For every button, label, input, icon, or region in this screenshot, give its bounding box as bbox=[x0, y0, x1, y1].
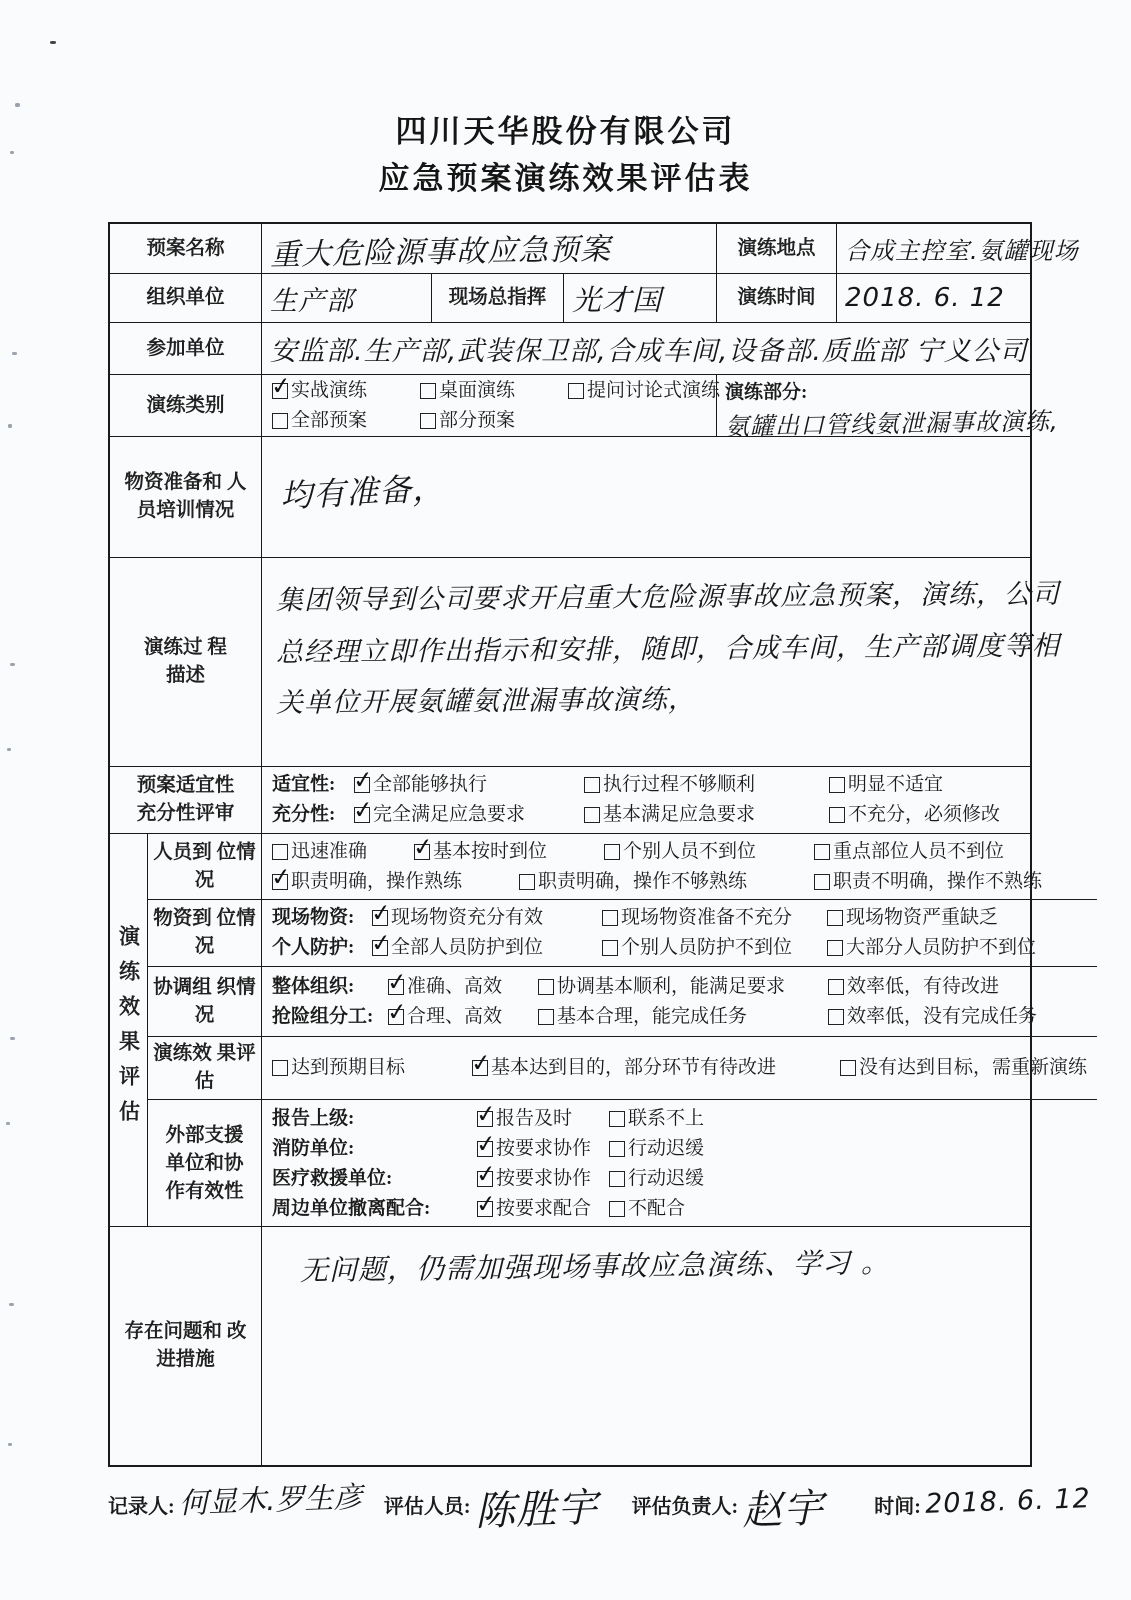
checkbox-icon bbox=[584, 777, 600, 793]
scan-speck bbox=[10, 1037, 15, 1040]
checkbox-icon bbox=[584, 807, 600, 823]
row-plan-name bbox=[110, 224, 1079, 274]
drill-location-value-cell bbox=[837, 224, 1087, 273]
checkbox-icon bbox=[602, 910, 618, 926]
row-process bbox=[110, 558, 1061, 767]
neighbor-evac-prefix: 周边单位撤离配合: bbox=[272, 1197, 431, 1219]
checkbox-icon bbox=[472, 1060, 488, 1076]
checkbox-icon bbox=[477, 1201, 493, 1217]
fire-unit-prefix: 消防单位: bbox=[272, 1137, 355, 1159]
checkbox-icon bbox=[420, 413, 436, 429]
footer-time-handwriting: 2018. 6. 12 bbox=[924, 1483, 1092, 1520]
coordination-label: 协调组 织情况 bbox=[148, 967, 262, 1036]
supplies-label: 物资到 位情况 bbox=[148, 900, 262, 966]
subrow-coordination bbox=[148, 967, 1097, 1037]
option-ppe-few-missing: 个别人员防护不到位 bbox=[602, 933, 827, 963]
subrow-personnel bbox=[148, 834, 1097, 900]
option-goal-basically-reached: ✓ 基本达到目的，部分环节有待改进 bbox=[472, 1053, 840, 1083]
effect-group-vertical-label: 演练效果评估 bbox=[116, 925, 141, 1135]
checkbox-icon bbox=[814, 844, 830, 860]
scan-speck bbox=[10, 663, 15, 666]
option-key-absent: 重点部位人员不到位 bbox=[814, 837, 1004, 867]
commander-handwriting: 光才国 bbox=[572, 282, 663, 317]
option-medical-cooperates: ✓ 按要求协作 bbox=[477, 1164, 609, 1194]
suitability-options-cell bbox=[262, 767, 1030, 833]
external-label: 外部支援 单位和协 作有效性 bbox=[148, 1100, 262, 1227]
drill-location-label: 演练地点 bbox=[717, 224, 837, 273]
scan-speck bbox=[12, 352, 17, 355]
subrow-effect-eval bbox=[148, 1037, 1097, 1100]
plan-name-value-cell bbox=[262, 224, 717, 273]
option-duties-clear-unskilled: 职责明确，操作不够熟练 bbox=[519, 867, 814, 897]
form-title-block bbox=[0, 108, 1131, 202]
overall-org-prefix: 整体组织: bbox=[272, 975, 355, 997]
medical-unit-prefix: 医疗救援单位: bbox=[272, 1167, 393, 1189]
participants-label: 参加单位 bbox=[110, 323, 262, 374]
checkbox-icon bbox=[477, 1171, 493, 1187]
checkbox-icon bbox=[827, 940, 843, 956]
organizer-handwriting: 生产部 bbox=[270, 285, 354, 317]
scan-speck bbox=[15, 103, 20, 107]
organizer-label: 组织单位 bbox=[110, 274, 262, 322]
option-partial-plan: 部分预案 bbox=[420, 406, 515, 436]
option-low-efficiency-improve: 效率低，有待改进 bbox=[828, 972, 999, 1002]
drill-type-label: 演练类别 bbox=[110, 375, 262, 436]
assessor-signature: 陈胜宇 bbox=[473, 1484, 599, 1536]
option-fire-cooperates: ✓ 按要求协作 bbox=[477, 1134, 609, 1164]
suitability-prefix: 适宜性: bbox=[272, 774, 336, 795]
supplies-options-cell bbox=[262, 900, 1097, 966]
row-organizer bbox=[110, 274, 1030, 323]
checkbox-icon bbox=[840, 1060, 856, 1076]
process-handwriting-line3: 关单位开展氨罐氨泄漏事故演练， bbox=[275, 684, 697, 719]
option-duties-clear-skilled: ✓ 职责明确，操作熟练 bbox=[272, 867, 519, 897]
option-fully-executable: ✓ 全部能够执行 bbox=[354, 770, 584, 800]
checkbox-icon bbox=[609, 1141, 625, 1157]
personnel-label: 人员到 位情况 bbox=[148, 834, 262, 899]
eval-lead-signature: 赵宇 bbox=[741, 1485, 826, 1535]
option-goal-reached: 达到预期目标 bbox=[272, 1053, 472, 1083]
adequacy-prefix: 充分性: bbox=[272, 804, 336, 825]
checkbox-icon bbox=[519, 874, 535, 890]
footer-time-label: 时间: bbox=[874, 1496, 921, 1518]
process-value-cell bbox=[262, 558, 1074, 766]
drill-location-handwriting: 合成主控室.氨罐现场 bbox=[845, 237, 1079, 265]
checkbox-icon bbox=[538, 979, 554, 995]
option-report-timely: ✓ 报告及时 bbox=[477, 1104, 609, 1134]
checkbox-icon bbox=[602, 940, 618, 956]
checkbox-icon bbox=[609, 1201, 625, 1217]
signature-footer bbox=[108, 1478, 1092, 1536]
checkbox-icon bbox=[388, 979, 404, 995]
option-tabletop-drill: 桌面演练 bbox=[420, 376, 568, 406]
option-basically-reasonable: 基本合理，能完成任务 bbox=[538, 1002, 828, 1032]
checkbox-icon bbox=[814, 874, 830, 890]
materials-handwriting: 均有准备， bbox=[279, 468, 447, 516]
option-duties-unclear: 职责不明确，操作不熟练 bbox=[814, 867, 1042, 897]
checkbox-icon bbox=[272, 383, 288, 399]
effect-eval-options-cell bbox=[262, 1037, 1097, 1099]
materials-label: 物资准备和 人员培训情况 bbox=[110, 437, 262, 557]
checkbox-icon bbox=[272, 844, 288, 860]
checkbox-icon bbox=[372, 910, 388, 926]
suitability-label: 预案适宜性 充分性评审 bbox=[110, 767, 262, 833]
participants-handwriting: 安监部.生产部,武装保卫部,合成车间,设备部.质监部 宁义公司 bbox=[270, 336, 1028, 367]
option-on-time: ✓ 基本按时到位 bbox=[414, 837, 604, 867]
row-suitability bbox=[110, 767, 1030, 834]
checkbox-icon bbox=[609, 1171, 625, 1187]
checkbox-icon bbox=[604, 844, 620, 860]
option-basically-meets: 基本满足应急要求 bbox=[584, 800, 829, 830]
option-few-absent: 个别人员不到位 bbox=[604, 837, 814, 867]
scan-speck bbox=[50, 41, 56, 44]
effect-eval-label: 演练效 果评估 bbox=[148, 1037, 262, 1099]
row-participants bbox=[110, 323, 1030, 375]
drill-time-label: 演练时间 bbox=[717, 274, 837, 322]
rescue-team-prefix: 抢险组分工: bbox=[272, 1005, 374, 1027]
problems-label: 存在问题和 改进措施 bbox=[110, 1227, 262, 1465]
coordination-options-cell bbox=[262, 967, 1097, 1036]
drill-type-options-cell bbox=[262, 375, 721, 436]
scan-speck bbox=[9, 1303, 14, 1306]
checkbox-icon bbox=[272, 874, 288, 890]
evaluation-form-table bbox=[108, 222, 1088, 1467]
checkbox-icon bbox=[272, 1060, 288, 1076]
option-evac-uncooperative: 不配合 bbox=[609, 1194, 685, 1224]
option-rapid-accurate: 迅速准确 bbox=[272, 837, 414, 867]
checkbox-icon bbox=[372, 940, 388, 956]
option-full-plan: 全部预案 bbox=[272, 406, 420, 436]
option-medical-slow: 行动迟缓 bbox=[609, 1164, 704, 1194]
company-title: 四川天华股份有限公司 bbox=[395, 114, 736, 149]
scan-speck bbox=[7, 748, 11, 751]
checkbox-icon bbox=[272, 413, 288, 429]
checkbox-icon bbox=[828, 1009, 844, 1025]
checkbox-icon bbox=[388, 1009, 404, 1025]
option-low-efficiency-incomplete: 效率低，没有完成任务 bbox=[828, 1002, 1037, 1032]
organizer-value-cell bbox=[262, 274, 432, 322]
drill-time-value-cell bbox=[837, 274, 1030, 322]
drill-part-handwriting: 氨罐出口管线氨泄漏事故演练, bbox=[724, 407, 1059, 441]
checkbox-icon bbox=[354, 777, 370, 793]
effect-subgroup bbox=[148, 834, 1097, 1226]
site-supplies-prefix: 现场物资: bbox=[272, 907, 355, 928]
checkbox-icon bbox=[354, 807, 370, 823]
option-qa-drill: 提问讨论式演练 bbox=[568, 376, 720, 406]
recorder-label: 记录人: bbox=[108, 1496, 175, 1518]
plan-name-handwriting: 重大危险源事故应急预案 bbox=[269, 231, 612, 273]
personnel-options-cell bbox=[262, 834, 1097, 899]
recorder-signature: 何显木.罗生彦 bbox=[178, 1479, 363, 1521]
option-supplies-severely-lacking: 现场物资严重缺乏 bbox=[827, 903, 998, 933]
option-execution-not-smooth: 执行过程不够顺利 bbox=[584, 770, 829, 800]
form-title: 应急预案演练效果评估表 bbox=[378, 161, 753, 196]
commander-label: 现场总指挥 bbox=[432, 274, 564, 322]
option-evac-cooperates: ✓ 按要求配合 bbox=[477, 1194, 609, 1224]
option-live-drill: ✓ 实战演练 bbox=[272, 376, 420, 406]
checkbox-icon bbox=[829, 807, 845, 823]
checkbox-icon bbox=[828, 979, 844, 995]
option-cannot-contact: 联系不上 bbox=[609, 1104, 704, 1134]
process-label: 演练过 程描述 bbox=[110, 558, 262, 766]
subrow-external bbox=[148, 1100, 1097, 1227]
effect-group-vertical-label-cell bbox=[110, 834, 148, 1226]
option-accurate-efficient: ✓ 准确、高效 bbox=[388, 972, 538, 1002]
subrow-supplies bbox=[148, 900, 1097, 967]
option-goal-not-reached: 没有达到目标，需重新演练 bbox=[840, 1053, 1087, 1083]
scan-speck bbox=[8, 424, 12, 428]
materials-value-cell bbox=[262, 437, 1030, 557]
checkbox-icon bbox=[568, 383, 584, 399]
checkbox-icon bbox=[477, 1141, 493, 1157]
row-effect-group bbox=[110, 834, 1088, 1227]
option-reasonable-efficient: ✓ 合理、高效 bbox=[388, 1002, 538, 1032]
problems-value-cell bbox=[262, 1227, 1030, 1465]
option-fire-slow: 行动迟缓 bbox=[609, 1134, 704, 1164]
checkbox-icon bbox=[414, 844, 430, 860]
process-handwriting-line1: 集团领导到公司要求开启重大危险源事故应急预案，演练，公司 bbox=[275, 578, 1061, 617]
external-options-cell bbox=[262, 1100, 1097, 1227]
option-ppe-most-missing: 大部分人员防护不到位 bbox=[827, 933, 1036, 963]
report-superior-prefix: 报告上级: bbox=[272, 1107, 355, 1129]
row-drill-type bbox=[110, 375, 1059, 441]
checkbox-icon bbox=[829, 777, 845, 793]
drill-part-label: 演练部分: bbox=[725, 382, 808, 403]
drill-time-handwriting: 2018. 6. 12 bbox=[845, 283, 1005, 313]
plan-name-label: 预案名称 bbox=[110, 224, 262, 273]
assessor-label: 评估人员: bbox=[383, 1496, 471, 1518]
drill-part-cell bbox=[717, 375, 1067, 441]
row-problems bbox=[110, 1227, 1030, 1465]
ppe-prefix: 个人防护: bbox=[272, 937, 355, 958]
scan-speck bbox=[6, 1122, 10, 1125]
option-clearly-unsuitable: 明显不适宜 bbox=[829, 770, 943, 800]
option-supplies-insufficient: 现场物资准备不充分 bbox=[602, 903, 827, 933]
scan-speck bbox=[8, 1443, 12, 1446]
checkbox-icon bbox=[827, 910, 843, 926]
row-materials bbox=[110, 437, 1030, 558]
checkbox-icon bbox=[477, 1111, 493, 1127]
option-inadequate-revise: 不充分，必须修改 bbox=[829, 800, 1000, 830]
problems-handwriting: 无问题，仍需加强现场事故应急演练、学习 。 bbox=[299, 1245, 891, 1288]
checkbox-icon bbox=[609, 1111, 625, 1127]
checkbox-icon bbox=[420, 383, 436, 399]
option-ppe-all: ✓ 全部人员防护到位 bbox=[372, 933, 602, 963]
eval-lead-label: 评估负责人: bbox=[631, 1496, 739, 1518]
option-fully-meets: ✓ 完全满足应急要求 bbox=[354, 800, 584, 830]
commander-value-cell bbox=[564, 274, 717, 322]
option-supplies-effective: ✓ 现场物资充分有效 bbox=[372, 903, 602, 933]
process-handwriting-line2: 总经理立即作出指示和安排，随即，合成车间，生产部调度等相 bbox=[275, 630, 1061, 669]
checkbox-icon bbox=[538, 1009, 554, 1025]
option-coordination-basically-smooth: 协调基本顺利，能满足要求 bbox=[538, 972, 828, 1002]
participants-value-cell bbox=[262, 323, 1036, 374]
